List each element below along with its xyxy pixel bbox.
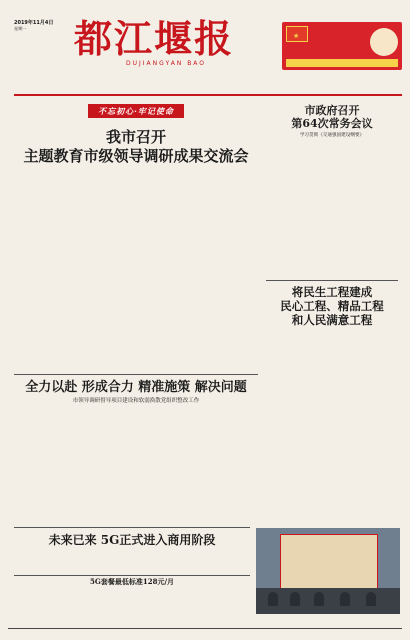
crowd bbox=[256, 588, 400, 614]
story2-col-2 bbox=[139, 410, 258, 524]
person-silhouette bbox=[314, 592, 324, 606]
masthead-rule bbox=[14, 94, 402, 96]
masthead-meta bbox=[14, 20, 70, 32]
right2-headline bbox=[266, 285, 398, 327]
5g-col-2 bbox=[97, 587, 174, 627]
right1-headline-line-1: 市政府召开 bbox=[304, 104, 360, 117]
5g-box bbox=[14, 575, 250, 627]
lead-headline bbox=[14, 128, 258, 166]
5g-headline: 未来已来 5G正式进入商用阶段 bbox=[48, 533, 216, 547]
lead-col-2 bbox=[97, 170, 174, 370]
story2-headline: 全力以赴 形成合力 精准施策 解决问题 bbox=[25, 380, 247, 395]
lead-body bbox=[14, 170, 258, 370]
5g-col-1 bbox=[14, 587, 91, 627]
newspaper-pinyin: DUJIANGYAN BAO bbox=[126, 60, 207, 67]
right1-subhead: 学习贯彻《交通强国建设纲要》 bbox=[299, 133, 365, 138]
right1-headline bbox=[266, 104, 398, 130]
flag-icon bbox=[286, 26, 308, 42]
lead-col-1 bbox=[14, 170, 91, 370]
person-silhouette bbox=[290, 592, 300, 606]
issue-weekday: 星期一 bbox=[14, 26, 27, 32]
story2-body bbox=[14, 410, 258, 524]
right2-headline-line-3: 和人民满意工程 bbox=[291, 313, 373, 327]
right-column bbox=[266, 104, 398, 489]
divider bbox=[14, 374, 258, 375]
newspaper-title: 都江堰报 bbox=[74, 16, 235, 61]
star-icon: ★ bbox=[293, 32, 300, 40]
person-silhouette bbox=[268, 592, 278, 606]
masthead bbox=[8, 18, 402, 100]
right2-headline-line-2: 民心工程、精品工程 bbox=[280, 299, 384, 313]
masthead-ad[interactable] bbox=[282, 22, 402, 70]
right2-headline-line-1: 将民生工程建成 bbox=[291, 285, 373, 299]
divider bbox=[266, 280, 398, 281]
person-silhouette bbox=[340, 592, 350, 606]
lead-col-3 bbox=[181, 170, 258, 370]
ad-logo bbox=[370, 28, 398, 56]
lead-headline-line-2: 主题教育市级领导调研成果交流会 bbox=[23, 147, 249, 165]
5g-booth bbox=[280, 534, 378, 592]
person-silhouette bbox=[366, 592, 376, 606]
issue-date: 2019年11月4日 bbox=[14, 20, 54, 26]
5g-box-body bbox=[14, 587, 258, 627]
right1-headline-line-2: 第64次常务会议 bbox=[291, 117, 373, 130]
ad-footer-band bbox=[286, 59, 398, 67]
right1-body bbox=[266, 142, 398, 274]
lead-headline-line-1: 我市召开 bbox=[105, 128, 166, 146]
divider bbox=[14, 527, 250, 528]
story2-col-1 bbox=[14, 410, 133, 524]
5g-lead bbox=[14, 550, 250, 564]
5g-box-title: 5G套餐最低标准128元/月 bbox=[89, 577, 175, 586]
5g-photo bbox=[256, 528, 400, 614]
story2-subhead: 市领导调研督导项目建设和软弱涣散党组织整改工作 bbox=[72, 398, 200, 404]
right2-body bbox=[266, 331, 398, 487]
section-banner: 不忘初心·牢记使命 bbox=[88, 104, 184, 118]
page-footer bbox=[8, 628, 402, 639]
5g-col-3 bbox=[181, 587, 258, 627]
